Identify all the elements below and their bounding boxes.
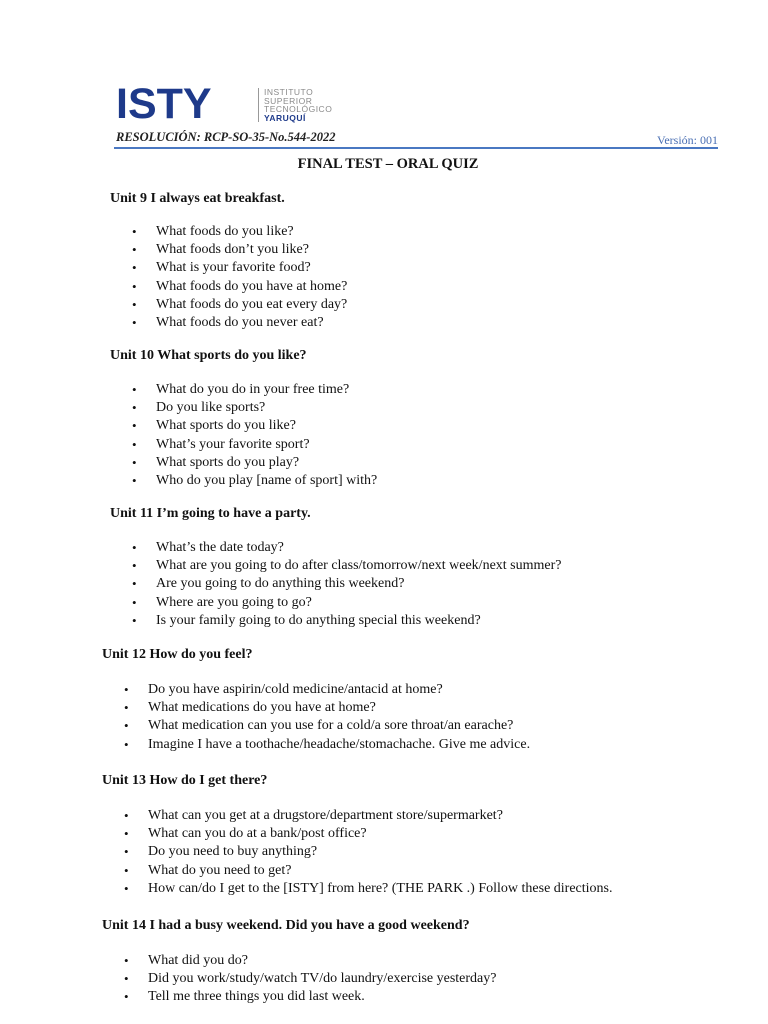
bullet-icon: •	[132, 260, 137, 276]
list-item: • Who do you play [name of sport] with?	[110, 472, 377, 490]
list-item: • What foods do you like?	[110, 223, 347, 241]
unit-heading: Unit 9 I always eat breakfast.	[110, 191, 285, 206]
list-item: • What sports do you like?	[110, 417, 377, 435]
list-item: • What is your favorite food?	[110, 259, 347, 277]
list-item: • Do you have aspirin/cold medicine/antacid at home?	[102, 681, 530, 699]
bullet-icon: •	[132, 594, 137, 610]
bullet-icon: •	[132, 224, 137, 239]
bullet-icon: •	[132, 472, 137, 488]
bullet-icon: •	[124, 808, 129, 823]
bullet-icon: •	[124, 718, 129, 734]
list-item: • What did you do?	[102, 952, 496, 970]
unit-heading: Unit 10 What sports do you like?	[110, 348, 307, 363]
list-item: • What’s the date today?	[110, 539, 562, 557]
list-item: • Did you work/study/watch TV/do laundry/exercise yesterday?	[102, 970, 496, 988]
list-item: • Is your family going to do anything special this weekend?	[110, 612, 562, 630]
bullet-icon: •	[132, 436, 137, 452]
bullet-icon: •	[124, 862, 129, 878]
unit-section	[102, 772, 613, 898]
question-list	[110, 539, 562, 630]
bullet-icon: •	[124, 971, 129, 987]
list-item: • Are you going to do anything this weekend?	[110, 575, 562, 593]
bullet-icon: •	[124, 736, 129, 752]
list-item: • Do you like sports?	[110, 399, 377, 417]
bullet-icon: •	[132, 612, 137, 628]
logo-line: SUPERIOR	[264, 95, 313, 106]
logo-line: YARUQUÍ	[264, 112, 306, 123]
bullet-icon: •	[132, 296, 137, 312]
list-item: • How can/do I get to the [ISTY] from here? (THE PARK .) Follow these directions.	[102, 880, 613, 898]
bullet-icon: •	[132, 382, 137, 397]
bullet-icon: •	[132, 540, 137, 555]
list-item: • What do you need to get?	[102, 862, 613, 880]
bullet-icon: •	[132, 418, 137, 434]
list-item: • What can you get at a drugstore/department store/supermarket?	[102, 807, 613, 825]
bullet-icon: •	[124, 953, 129, 968]
bullet-icon: •	[132, 242, 137, 258]
unit-section	[102, 646, 530, 754]
unit-section	[110, 347, 377, 490]
bullet-icon: •	[132, 314, 137, 330]
unit-section	[102, 917, 496, 1007]
logo-line: INSTITUTO	[264, 87, 314, 97]
list-item: • What’s your favorite sport?	[110, 436, 377, 454]
question-list	[110, 381, 377, 490]
bullet-icon: •	[124, 844, 129, 860]
bullet-icon: •	[124, 700, 129, 716]
list-item: • What are you going to do after class/tomorrow/next week/next summer?	[110, 557, 562, 575]
unit-heading: Unit 11 I’m going to have a party.	[110, 506, 311, 521]
question-list	[102, 681, 530, 754]
list-item: • What foods do you have at home?	[110, 278, 347, 296]
list-item: • Where are you going to go?	[110, 594, 562, 612]
list-item: • What sports do you play?	[110, 454, 377, 472]
unit-heading: Unit 13 How do I get there?	[102, 773, 268, 788]
bullet-icon: •	[124, 826, 129, 842]
bullet-icon: •	[132, 454, 137, 470]
list-item: • What medications do you have at home?	[102, 699, 530, 717]
bullet-icon: •	[124, 989, 129, 1005]
list-item: • What foods do you eat every day?	[110, 296, 347, 314]
page-title: FINAL TEST – ORAL QUIZ	[297, 156, 479, 172]
list-item: • What do you do in your free time?	[110, 381, 377, 399]
logo-line: TECNOLÓGICO	[264, 104, 333, 115]
unit-section	[110, 190, 347, 332]
bullet-icon: •	[132, 576, 137, 592]
bullet-icon: •	[132, 278, 137, 294]
question-list	[110, 223, 347, 332]
unit-section	[110, 505, 562, 630]
list-item: • Imagine I have a toothache/headache/stomachache. Give me advice.	[102, 736, 530, 754]
resolution-number: RESOLUCIÓN: RCP-SO-35-No.544-2022	[116, 130, 336, 144]
list-item: • What foods don’t you like?	[110, 241, 347, 259]
unit-heading: Unit 12 How do you feel?	[102, 647, 253, 662]
bullet-icon: •	[132, 558, 137, 574]
question-list	[102, 807, 613, 898]
header-divider	[114, 147, 718, 149]
list-item: • What foods do you never eat?	[110, 314, 347, 332]
logo-divider	[258, 88, 259, 122]
bullet-icon: •	[124, 682, 129, 697]
question-list	[102, 952, 496, 1007]
list-item: • What medication can you use for a cold/a sore throat/an earache?	[102, 717, 530, 735]
document-version: Versión: 001	[657, 133, 718, 147]
bullet-icon: •	[124, 880, 129, 896]
unit-heading: Unit 14 I had a busy weekend. Did you have a good weekend?	[102, 918, 470, 933]
logo-wordmark: ISTY	[116, 80, 212, 128]
list-item: • Tell me three things you did last week.	[102, 988, 496, 1006]
list-item: • Do you need to buy anything?	[102, 843, 613, 861]
list-item: • What can you do at a bank/post office?	[102, 825, 613, 843]
bullet-icon: •	[132, 400, 137, 416]
logo-institution-name	[264, 88, 332, 122]
institution-logo	[116, 80, 386, 128]
